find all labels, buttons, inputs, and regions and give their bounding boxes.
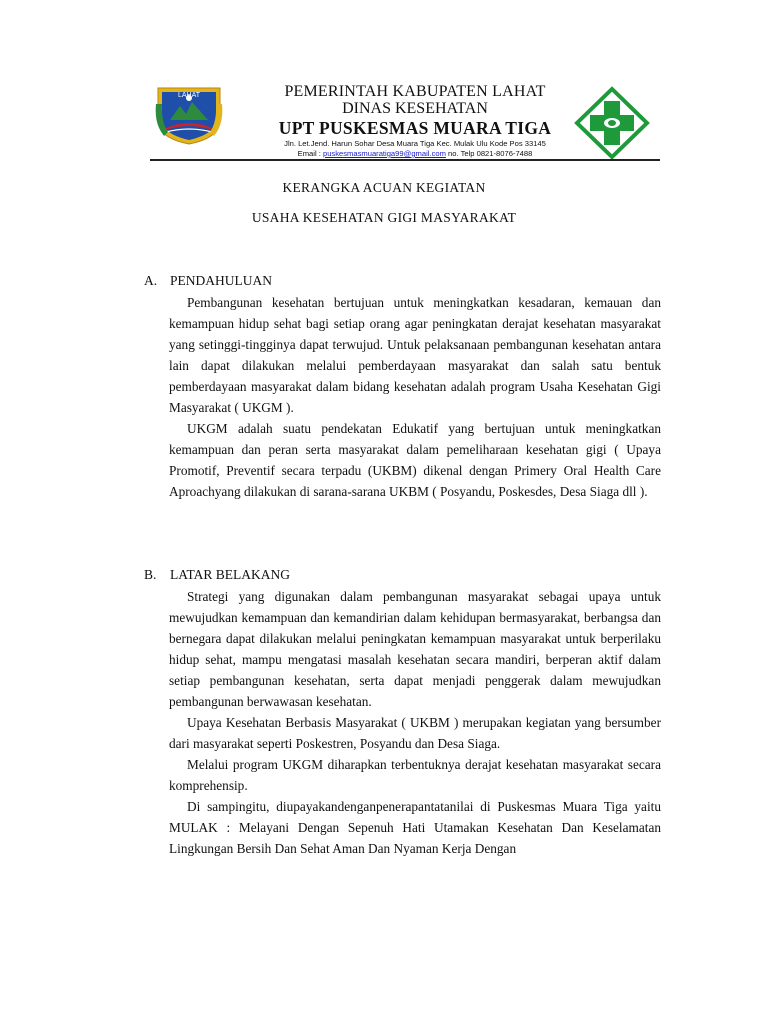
letterhead [150,82,662,162]
section-a-title: PENDAHULUAN [170,273,272,288]
department-name: DINAS KESEHATAN [342,100,488,117]
government-name: PEMERINTAH KABUPATEN LAHAT [284,83,546,100]
lahat-emblem-icon [152,84,226,146]
section-a-body [169,292,661,502]
section-b-body [169,586,661,859]
document-title: KERANGKA ACUAN KEGIATAN [282,180,486,195]
address-line: Jln. Let.Jend. Harun Sohar Desa Muara Tiga Kec. Mulak Ulu Kode Pos 33145 [284,139,546,148]
unit-name: UPT PUSKESMAS MUARA TIGA [278,118,552,138]
emblem-text: LAHAT [177,92,201,99]
section-b-label: B. [144,567,157,582]
paragraph: Di sampingitu, diupayakandenganpenerapantatanilai di Puskesmas Muara Tiga yaitu MULAK : Melayani Dengan Sepenuh Hati Utamakan Kesehatan Dan Keselamatan Lingkungan Bersih Dan Sehat Aman Dan Nyaman Kerja Dengan [169,799,661,856]
email-label: Email : [297,149,321,158]
document-subtitle: USAHA KESEHATAN GIGI MASYARAKAT [251,210,517,225]
email-link[interactable]: puskesmasmuaratiga99@gmail.com [322,149,446,158]
phone-number: no. Telp 0821-8076-7488 [448,149,533,158]
puskesmas-logo-icon [574,86,650,160]
section-a-heading [144,273,272,289]
paragraph: Melalui program UKGM diharapkan terbentuknya derajat kesehatan masyarakat secara komprehensip. [169,757,661,793]
paragraph: UKGM adalah suatu pendekatan Edukatif yang bertujuan untuk meningkatkan kemampuan dan peran serta masyarakat dalam pemeliharaan kesehatan gigi ( Upaya Promotif, Preventif secara terpadu (UKBM) dikenal dengan Primery Oral Health Care Aproachyang dilakukan di sarana-sarana UKBM ( Posyandu, Poskesdes, Desa Siaga dll ). [169,421,661,499]
letterhead-divider [150,159,660,161]
section-b-heading [144,567,290,583]
paragraph: Upaya Kesehatan Berbasis Masyarakat ( UKBM ) merupakan kegiatan yang bersumber dari masyarakat seperti Poskestren, Posyandu dan Desa Siaga. [169,715,661,751]
section-b-title: LATAR BELAKANG [170,567,291,582]
paragraph: Strategi yang digunakan dalam pembangunan masyarakat sebagai upaya untuk mewujudkan kemampuan dan kemandirian dalam kehidupan bermasyarakat, berbangsa dan bernegara dapat dilakukan melalui peningkatan kemampuan masyarakat untuk berperilaku hidup sehat, mampu mengatasi masalah kesehatan secara mandiri, berperan aktif dalam setiap pembangunan kesehatan, serta dapat menjadi penggerak dalam mewujudkan pembangunan berwawasan kesehatan. [169,589,661,709]
letterhead-text [250,84,580,159]
contact-line [250,149,580,159]
section-a-label: A. [144,273,158,288]
paragraph: Pembangunan kesehatan bertujuan untuk meningkatkan kesadaran, kemauan dan kemampuan hidup sehat bagi setiap orang agar peningkatan derajat kesehatan masyarakat yang setinggi-tingginya dapat terwujud. Untuk pelaksanaan pembangunan kesehatan antara lain dapat dilakukan melalui pemberdayaan masyarakat dan salah satu bentuk pemberdayaan masyarakat dalam bidang kesehatan adalah program Usaha Kesehatan Gigi Masyarakat ( UKGM ). [169,295,661,415]
